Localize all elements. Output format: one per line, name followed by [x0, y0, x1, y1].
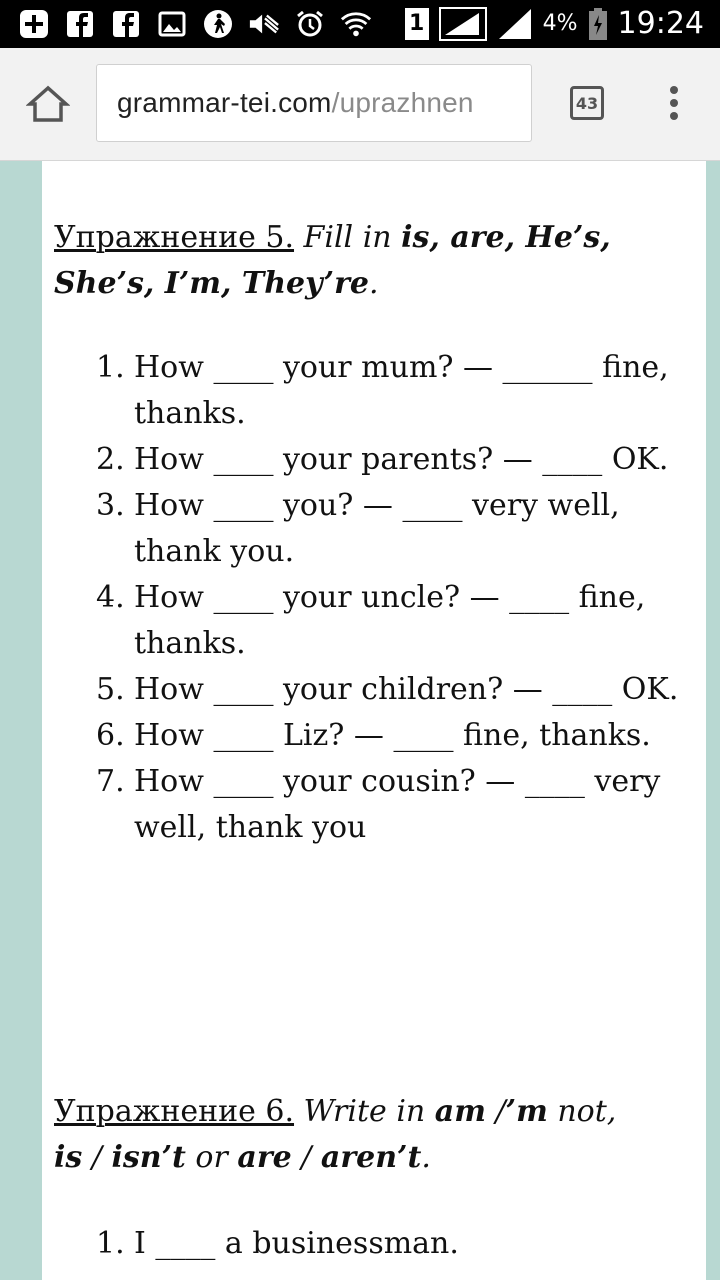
facebook-icon: [110, 8, 142, 40]
item-number: 3.: [96, 488, 125, 523]
exercise-5-end: .: [369, 266, 379, 301]
list-item: [96, 483, 694, 575]
notification-icons: [18, 8, 372, 40]
browser-toolbar: [0, 48, 720, 161]
exercise-5-label: Упражнение 5.: [54, 220, 295, 255]
list-item: [96, 713, 694, 759]
menu-dot: [670, 112, 678, 120]
exercise-5-instruction: Fill in: [294, 220, 402, 255]
separator: /: [291, 1140, 321, 1175]
exercise-6-list: [96, 1221, 694, 1267]
item-number: 1.: [96, 1226, 125, 1261]
list-item: [96, 667, 694, 713]
item-text: How ____ your mum? — ______ fine, thanks.: [134, 350, 669, 431]
word-am: am: [434, 1094, 486, 1129]
home-icon: [26, 84, 70, 124]
list-item: [96, 437, 694, 483]
signal-icon: [497, 7, 533, 41]
exercise-5-heading: [54, 215, 644, 307]
status-bar: [0, 0, 720, 48]
item-text: How ____ Liz? — ____ fine, thanks.: [134, 718, 651, 753]
item-number: 5.: [96, 672, 125, 707]
word-are: are: [237, 1140, 292, 1175]
list-item: [96, 575, 694, 667]
exercise-6-instruction: Write in: [294, 1094, 435, 1129]
plus-icon: [18, 8, 50, 40]
word-arent: aren’t: [320, 1140, 422, 1175]
item-text: I ____ a businessman.: [134, 1226, 459, 1261]
word-is: is: [54, 1140, 83, 1175]
word-isnt: isn’t: [111, 1140, 186, 1175]
signal-icon: [439, 7, 487, 41]
battery-percent: 4%: [542, 11, 578, 36]
sim-icon: 1: [405, 8, 429, 40]
tab-count: 43: [575, 93, 599, 113]
item-number: 6.: [96, 718, 125, 753]
separator: /: [485, 1094, 506, 1129]
list-item: [96, 759, 694, 851]
list-item: [96, 1221, 694, 1267]
list-item: [96, 345, 694, 437]
item-text: How ____ your children? — ____ OK.: [134, 672, 679, 707]
item-number: 2.: [96, 442, 125, 477]
item-text: How ____ your parents? — ____ OK.: [134, 442, 669, 477]
tab-switcher-button[interactable]: [570, 86, 604, 120]
exercise-6-heading: [54, 1089, 644, 1181]
url-domain: grammar-tei.com: [117, 87, 332, 118]
item-number: 4.: [96, 580, 125, 615]
word-not: not,: [547, 1094, 617, 1129]
wifi-icon: [340, 8, 372, 40]
mute-icon: [248, 8, 280, 40]
home-button[interactable]: [26, 84, 70, 124]
clock: 19:24: [617, 6, 704, 41]
facebook-icon: [64, 8, 96, 40]
overflow-menu-button[interactable]: [664, 86, 684, 126]
item-text: How ____ you? — ____ very well, thank you.: [134, 488, 620, 569]
item-text: How ____ your uncle? — ____ fine, thanks.: [134, 580, 646, 661]
separator: /: [82, 1140, 112, 1175]
battery-icon: [588, 7, 608, 41]
exercise-6-end: .: [421, 1140, 431, 1175]
exercise-5-list: [96, 345, 694, 851]
image-icon: [156, 8, 188, 40]
item-number: 1.: [96, 350, 125, 385]
url-text[interactable]: [117, 87, 474, 119]
exercise-5-words: is, are, He’s, She’s, I’m, They’re: [54, 220, 611, 301]
item-text: How ____ your cousin? — ____ very well, thank you: [134, 764, 661, 845]
alarm-icon: [294, 8, 326, 40]
menu-dot: [670, 86, 678, 94]
exercise-6-label: Упражнение 6.: [54, 1094, 295, 1129]
item-number: 7.: [96, 764, 125, 799]
menu-dot: [670, 99, 678, 107]
url-path: /uprazhnen: [331, 87, 474, 118]
address-bar[interactable]: [96, 64, 532, 142]
word-m: ’m: [505, 1094, 548, 1129]
walking-man-icon: [202, 8, 234, 40]
word-or: or: [185, 1140, 238, 1175]
system-icons: [405, 6, 704, 41]
page-content: [42, 161, 706, 1280]
